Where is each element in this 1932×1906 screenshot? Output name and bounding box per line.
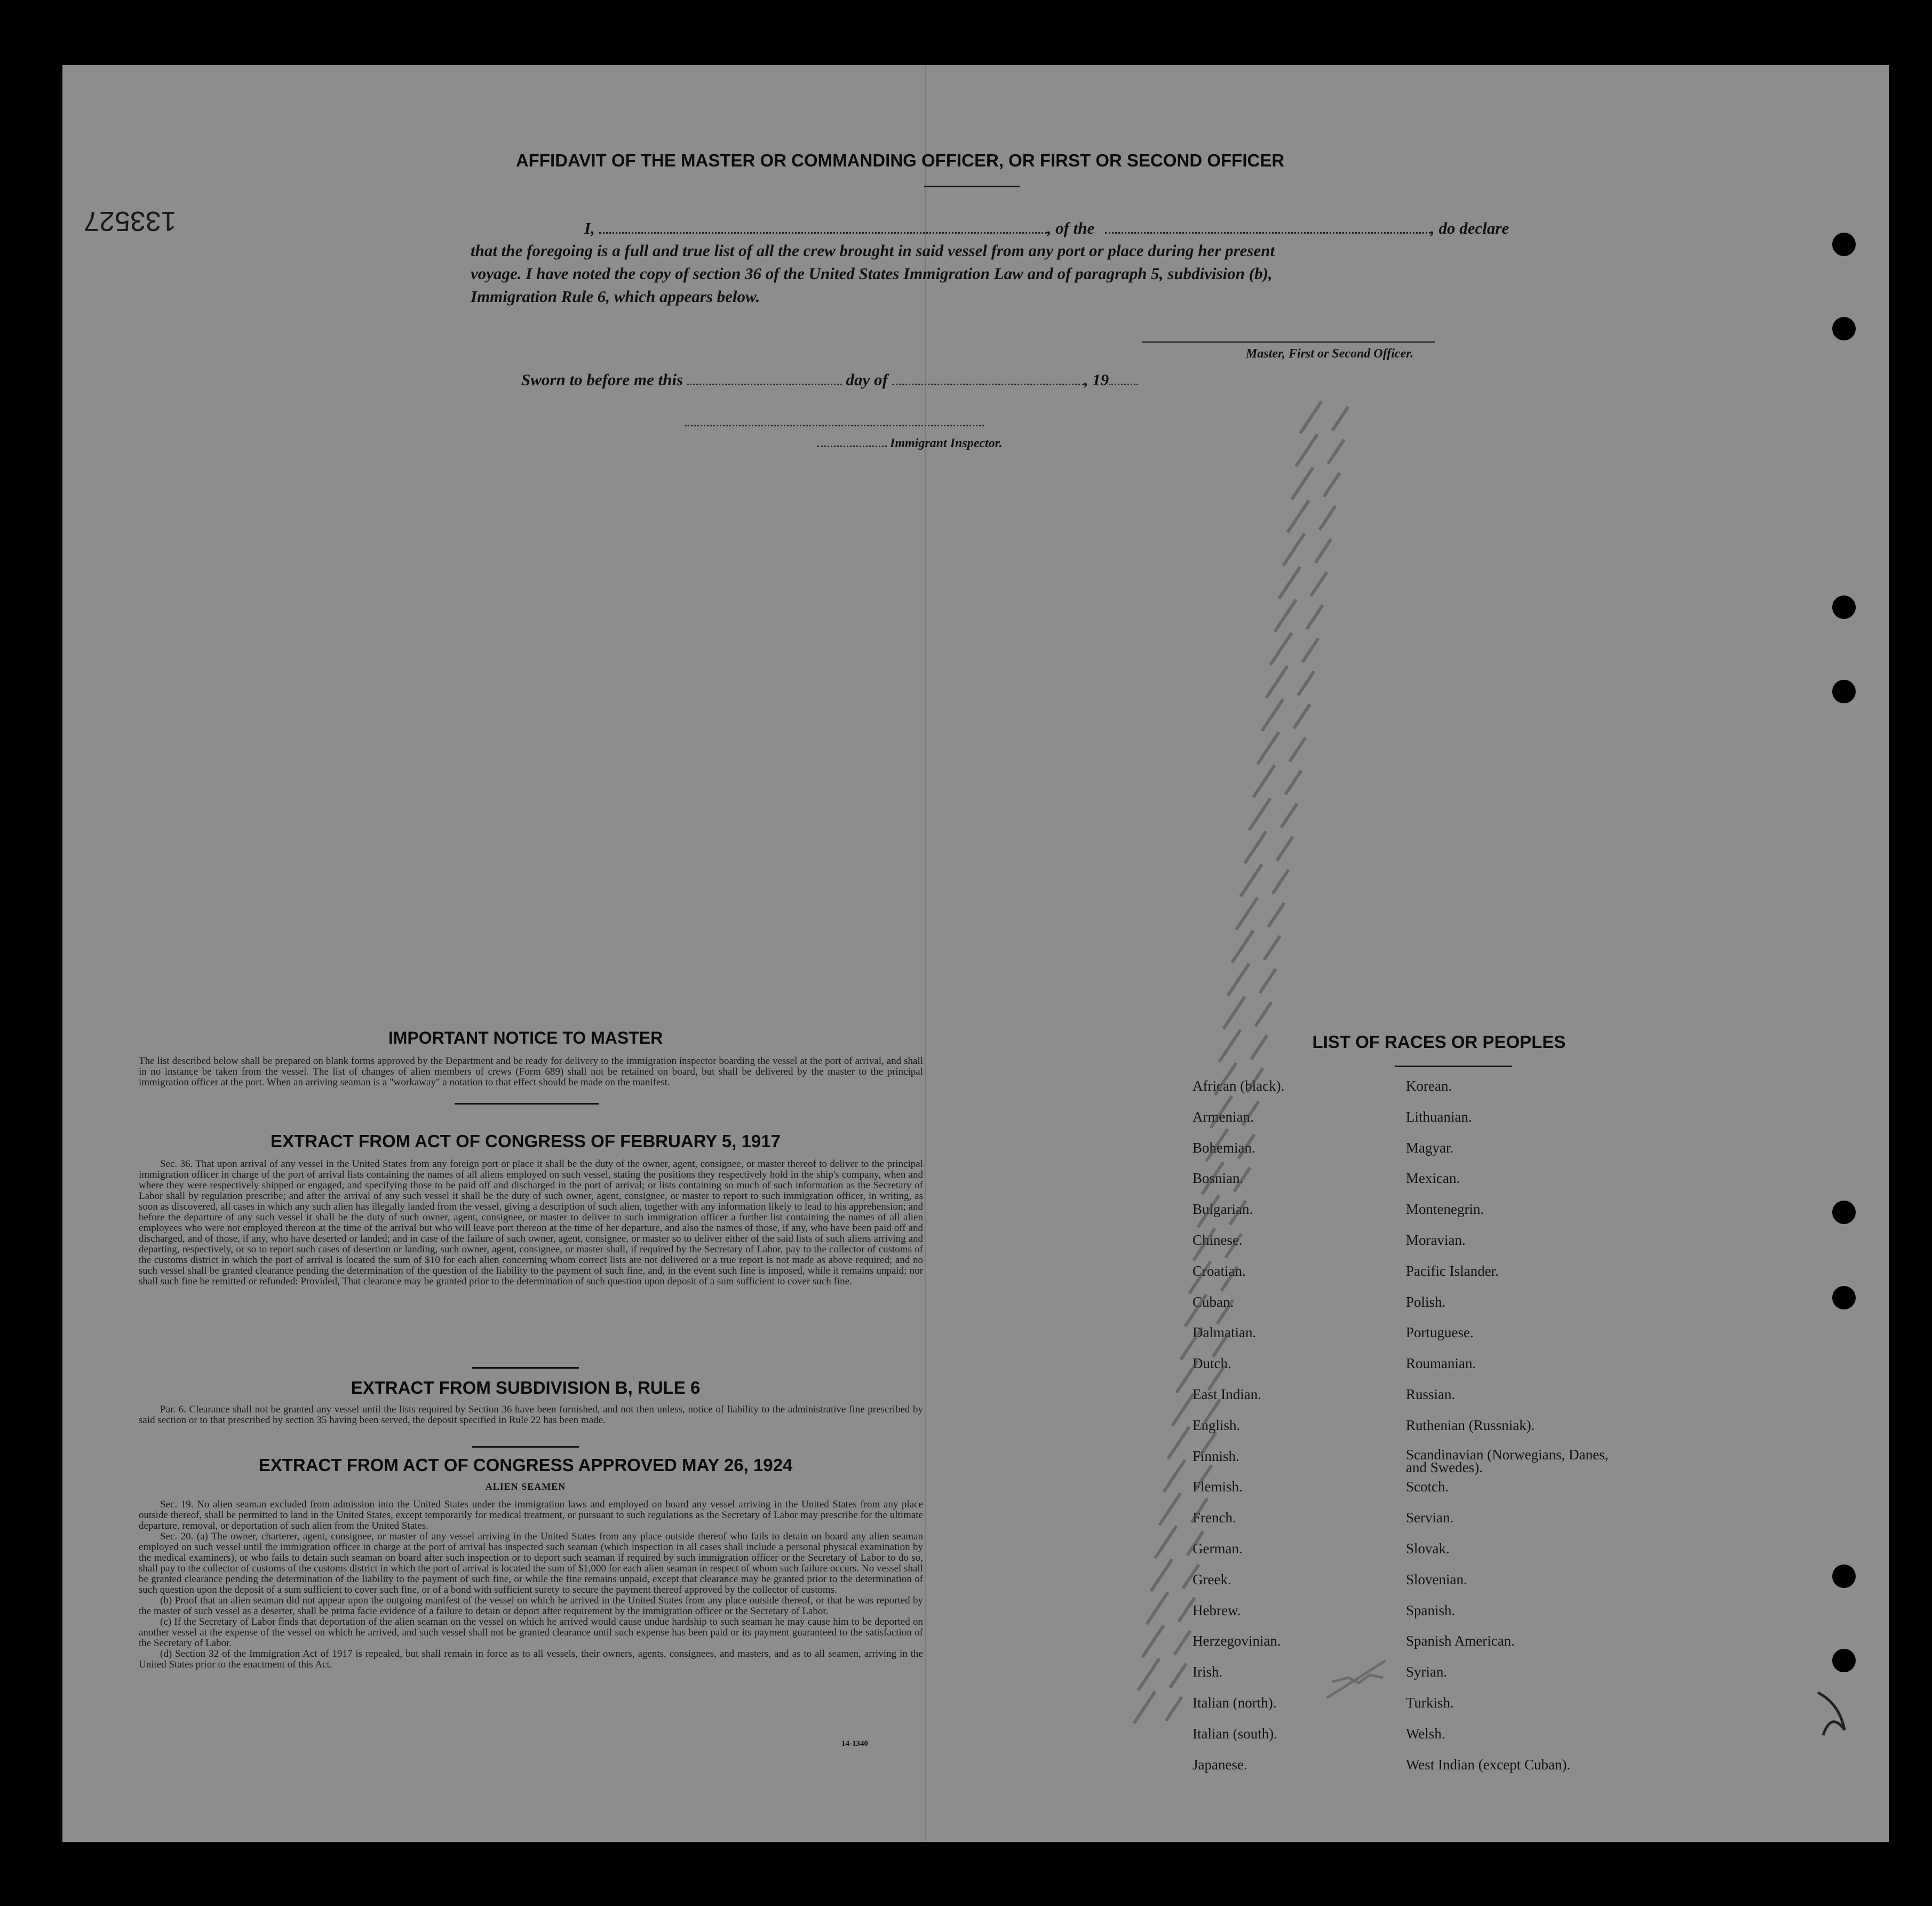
sworn-label: Sworn to before me this <box>521 370 683 389</box>
tick-mark <box>1172 1394 1220 1426</box>
manifest-page <box>62 65 1889 1842</box>
tick-mark <box>1292 467 1340 499</box>
tick-mark <box>1151 1559 1199 1591</box>
binder-hole <box>1832 595 1856 619</box>
tick-mark <box>1262 699 1310 731</box>
binder-hole <box>1832 1649 1856 1672</box>
race-left-item: Irish. <box>1192 1664 1223 1680</box>
extract-1924-title: EXTRACT FROM ACT OF CONGRESS APPROVED MAY 26, 1924 <box>258 1455 793 1475</box>
race-left-item: Armenian. <box>1192 1108 1254 1125</box>
tick-mark <box>1228 964 1276 996</box>
race-left-item: Chinese. <box>1192 1232 1243 1248</box>
notice-title: IMPORTANT NOTICE TO MASTER <box>388 1028 663 1047</box>
sec-20a: Sec. 20. (a) The owner, charterer, agent, consignee, or master of any vessel arriving in the United States from any place outside thereof who fails to detain on board any alien seaman employed on such vessel until the immigration officer in charge at the port of arrival has inspected such seaman (which inspection in all cases shall include a personal physical examination by the medical examiners), or who fails to detain such seaman on board after such inspection or to deport such seaman if required by such immigration officer or the Secretary of Labor to do so, shall pay to the collector of customs of the customs district in which the port of arrival is located the sum of $1,000 for each alien seaman in respect of whom such failure occurs. No vessel shall be granted clearance pending the determination of the liability to the payment of such fine, or while the fine remains unpaid, except that clearance may be granted prior to the determination of such question upon the deposit of a sum sufficient to cover such fine, or of a bond with sufficient surety to secure the payment thereof approved by the collector of customs. <box>139 1531 923 1595</box>
tick-mark <box>1194 1228 1242 1260</box>
race-left-item: Italian (south). <box>1192 1725 1277 1742</box>
tick-mark <box>1258 732 1306 764</box>
tick-mark <box>1198 1195 1246 1227</box>
race-right-item: Portuguese. <box>1406 1324 1474 1341</box>
race-right-item: Syrian. <box>1406 1664 1448 1680</box>
tick-mark <box>1189 1261 1237 1293</box>
race-left-item: African (black). <box>1192 1078 1285 1094</box>
extract-1924-subtitle: ALIEN SEAMEN <box>485 1481 566 1492</box>
affidavit-title: AFFIDAVIT OF THE MASTER OR COMMANDING OFFICER, OR FIRST OR SECOND OFFICER <box>515 150 1285 170</box>
races-title: LIST OF RACES OR PEOPLES <box>1312 1032 1566 1052</box>
margin-number: 133527 <box>84 205 177 236</box>
tick-mark <box>1164 1460 1212 1492</box>
binder-hole <box>1832 233 1856 256</box>
pencil-scrawl <box>1327 1661 1386 1698</box>
race-left-item: Croatian. <box>1192 1262 1246 1279</box>
tick-mark <box>1138 1658 1186 1690</box>
race-right-item: Servian. <box>1406 1510 1454 1526</box>
tick-mark <box>1211 1096 1259 1128</box>
race-right-item: Turkish. <box>1406 1694 1454 1711</box>
tick-mark <box>1176 1361 1225 1393</box>
race-right-item: Polish. <box>1406 1293 1446 1310</box>
race-left-item: Hebrew. <box>1192 1602 1241 1618</box>
race-right-item: Slovenian. <box>1406 1571 1467 1587</box>
affidavit-of-the: , of the <box>1047 219 1095 237</box>
sec-19: Sec. 19. No alien seaman excluded from admission into the United States under the immigration laws and employed on board any vessel arriving in the United States from any place outside thereof, shall be permitted to land in the United States, except temporarily for medical treatment, or pursuant to such regulations as the Secretary of Labor may prescribe for the ultimate departure, removal, or deportation of such alien from the United States. <box>139 1499 923 1531</box>
race-right-item: Slovak. <box>1406 1540 1450 1556</box>
affidavit-line-4: Immigration Rule 6, which appears below. <box>471 287 760 306</box>
race-left-item: Finnish. <box>1192 1448 1239 1464</box>
race-left-item: East Indian. <box>1192 1386 1261 1402</box>
race-right-item: Moravian. <box>1406 1232 1466 1248</box>
tick-mark <box>1270 633 1318 665</box>
race-right-item: Scotch. <box>1406 1479 1449 1495</box>
corner-mark <box>1818 1693 1844 1735</box>
race-left-item: Bulgarian. <box>1192 1201 1253 1218</box>
tick-mark <box>1155 1526 1203 1558</box>
tick-mark <box>1287 501 1335 533</box>
extract-1917-body: Sec. 36. That upon arrival of any vessel in the United States from any foreign port or place it shall be the duty of the owner, agent, consignee, or master thereof to deliver to the principal immigration officer in charge of the port of arrival lists containing the names of all aliens employed on such vessel, stating the positions they respectively hold in the ship's company, when and where they were respectively shipped or engaged, and specifying those to be paid off and discharged in the port of arrival; or lists containing so much of such information as the Secretary of Labor shall by regulation prescribe; and after the arrival of any such vessel it shall be the duty of such owner, agent, consignee, or master to report to such immigration officer, in writing, as soon as discovered, all cases in which any such alien has illegally landed from the vessel, giving a description of such alien, together with any information likely to lead to his apprehension; and before the departure of any such vessel it shall be the duty of such owner, agent, consignee, or master to deliver to such immigration officer a further list containing the names of all alien employees who were not employed thereon at the time of the arrival but who will leave port thereon at the time of her departure, and also the names of those, if any, who have been paid off and discharged, and of those, if any, who have deserted or landed; and in case of the failure of such owner, agent, consignee, or master so to deliver either of the said lists of such aliens arriving and departing, respectively, or so to report such cases of desertion or landing, such owner, agent, consignee, or master shall, if required by the Secretary of Labor, pay to the collector of customs of the customs district in which the port of arrival is located the sum of $10 for each alien concerning whom correct lists are not delivered or a true report is not made as above required; and no such vessel shall be granted clearance pending the determination of the question of the liability to the payment of such fine, and, in the event such fine is imposed, while it remains unpaid; nor shall such fine be remitted or refunded: Provided, That clearance may be granted prior to the determination of such question upon deposit of a sum sufficient to cover such fine. <box>139 1158 923 1287</box>
race-right-item: Pacific Islander. <box>1406 1262 1499 1279</box>
race-left-item: Japanese. <box>1192 1756 1247 1773</box>
check-marks <box>62 65 1889 1842</box>
race-right-item: Spanish. <box>1406 1602 1456 1618</box>
year-label: , 19 <box>1084 370 1109 389</box>
sec-20d: (d) Section 32 of the Immigration Act of 1917 is repealed, but shall remain in force as to all vessels, their owners, agents, consignees, and masters, and as to all seamen, arriving in the United States prior to the enactment of this Act. <box>139 1648 923 1670</box>
tick-mark <box>1202 1162 1250 1194</box>
tick-mark <box>1134 1691 1182 1724</box>
race-right-item: Roumanian. <box>1406 1355 1476 1372</box>
binder-hole <box>1832 317 1856 340</box>
subdivision-body: Par. 6. Clearance shall not be granted any vessel until the lists required by Section 36 have been furnished, and not then unless, notice of liability to the administrative fine prescribed by said section or to that prescribed by section 35 having been served, the deposit specified in Rule 22 has been made. <box>139 1404 923 1426</box>
binder-hole <box>1832 1201 1856 1224</box>
race-right-item: Magyar. <box>1406 1139 1454 1156</box>
extract-1917-title: EXTRACT FROM ACT OF CONGRESS OF FEBRUARY 5, 1917 <box>271 1131 781 1151</box>
tick-mark <box>1266 666 1314 698</box>
tick-mark <box>1168 1427 1216 1459</box>
tick-mark <box>1215 1063 1263 1095</box>
day-of-label: day of <box>846 370 888 389</box>
race-left-item: German. <box>1192 1540 1243 1556</box>
tick-mark <box>1232 931 1280 963</box>
race-right-item: Ruthenian (Russniak). <box>1406 1417 1535 1433</box>
race-left-item: Herzegovinian. <box>1192 1633 1281 1649</box>
race-right-item: Korean. <box>1406 1078 1452 1094</box>
tick-mark <box>1279 567 1327 599</box>
sec-20b: (b) Proof that an alien seaman did not appear upon the outgoing manifest of the vessel on which he arrived in the United States from any place outside thereof, or that he was reported by the master of such vessel as a deserter, shall be prima facie evidence of a failure to detain or deport after requirement by the immigration officer or the Secretary of Labor. <box>139 1595 923 1617</box>
race-right-item: West Indian (except Cuban). <box>1406 1756 1571 1773</box>
tick-mark <box>1296 434 1344 466</box>
notice-body: The list described below shall be prepared on blank forms approved by the Department and be ready for delivery to the immigration inspector boarding the vessel at the port of arrival, and shall in no instance be taken from the vessel. The list of changes of alien members of crews (Form 689) shall not be retained on board, but shall be delivered by the master to the principal immigration officer at the port. When an arriving seaman is a "workaway" a notation to that effect should be made on the manifest. <box>139 1055 923 1088</box>
tick-mark <box>1283 534 1331 566</box>
tick-mark <box>1223 997 1271 1029</box>
tick-mark <box>1241 864 1289 896</box>
race-right-item: Scandinavian (Norwegians, Danes, and Swedes). <box>1406 1446 1609 1475</box>
tick-mark <box>1245 831 1293 863</box>
tick-mark <box>1206 1129 1254 1161</box>
tick-mark <box>1300 401 1348 433</box>
affidavit-do-declare: , do declare <box>1430 219 1509 237</box>
tick-mark <box>1249 798 1297 830</box>
affidavit-line-2: that the foregoing is a full and true list of all the crew brought in said vessel from any port or place during her present <box>471 241 1275 260</box>
affidavit-line-3: voyage. I have noted the copy of section 36 of the United States Immigration Law and of paragraph 5, subdivision (b), <box>471 264 1273 283</box>
tick-mark <box>1236 898 1284 930</box>
race-right-item: Montenegrin. <box>1406 1201 1484 1218</box>
race-left-item: French. <box>1192 1510 1236 1526</box>
race-left-item: Italian (north). <box>1192 1694 1277 1711</box>
race-right-item: Mexican. <box>1406 1170 1460 1187</box>
race-left-item: English. <box>1192 1417 1241 1433</box>
inspector-label: Immigrant Inspector. <box>890 436 1003 450</box>
race-left-item: Bohemian. <box>1192 1139 1255 1156</box>
subdivision-title: EXTRACT FROM SUBDIVISION B, RULE 6 <box>351 1378 701 1397</box>
tick-mark <box>1181 1328 1229 1360</box>
race-right-item: Welsh. <box>1406 1725 1445 1742</box>
tick-mark <box>1159 1493 1207 1525</box>
tick-mark <box>1253 765 1301 797</box>
race-left-item: Greek. <box>1192 1571 1231 1587</box>
binder-hole <box>1832 1286 1856 1309</box>
binder-hole <box>1832 1564 1856 1588</box>
race-right-item: Spanish American. <box>1406 1633 1515 1649</box>
sec-20c: (c) If the Secretary of Labor finds that deportation of the alien seaman on the vessel on which he arrived would cause undue hardship to such seaman he may cause him to be deported on another vessel at the expense of the vessel on which he arrived, and such vessel shall not be granted clearance until such expense has been paid or its payment guaranteed to the satisfaction of the Secretary of Labor. <box>139 1616 923 1649</box>
race-left-item: Flemish. <box>1192 1479 1243 1495</box>
race-left-item: Bosnian. <box>1192 1170 1244 1187</box>
race-right-item: Russian. <box>1406 1386 1456 1402</box>
form-number: 14-1340 <box>841 1740 868 1748</box>
tick-mark <box>1275 600 1323 632</box>
tick-mark <box>1219 1030 1267 1062</box>
tick-mark <box>1185 1295 1233 1327</box>
race-left-item: Dalmatian. <box>1192 1324 1257 1341</box>
tick-mark <box>1147 1592 1195 1624</box>
affidavit-i: I, <box>584 219 595 237</box>
race-left-item: Cuban. <box>1192 1293 1234 1310</box>
race-left-item: Dutch. <box>1192 1355 1231 1372</box>
binder-hole <box>1832 680 1856 703</box>
signature-label: Master, First or Second Officer. <box>1246 347 1414 361</box>
tick-mark <box>1142 1625 1190 1657</box>
race-right-item: Lithuanian. <box>1406 1108 1472 1125</box>
